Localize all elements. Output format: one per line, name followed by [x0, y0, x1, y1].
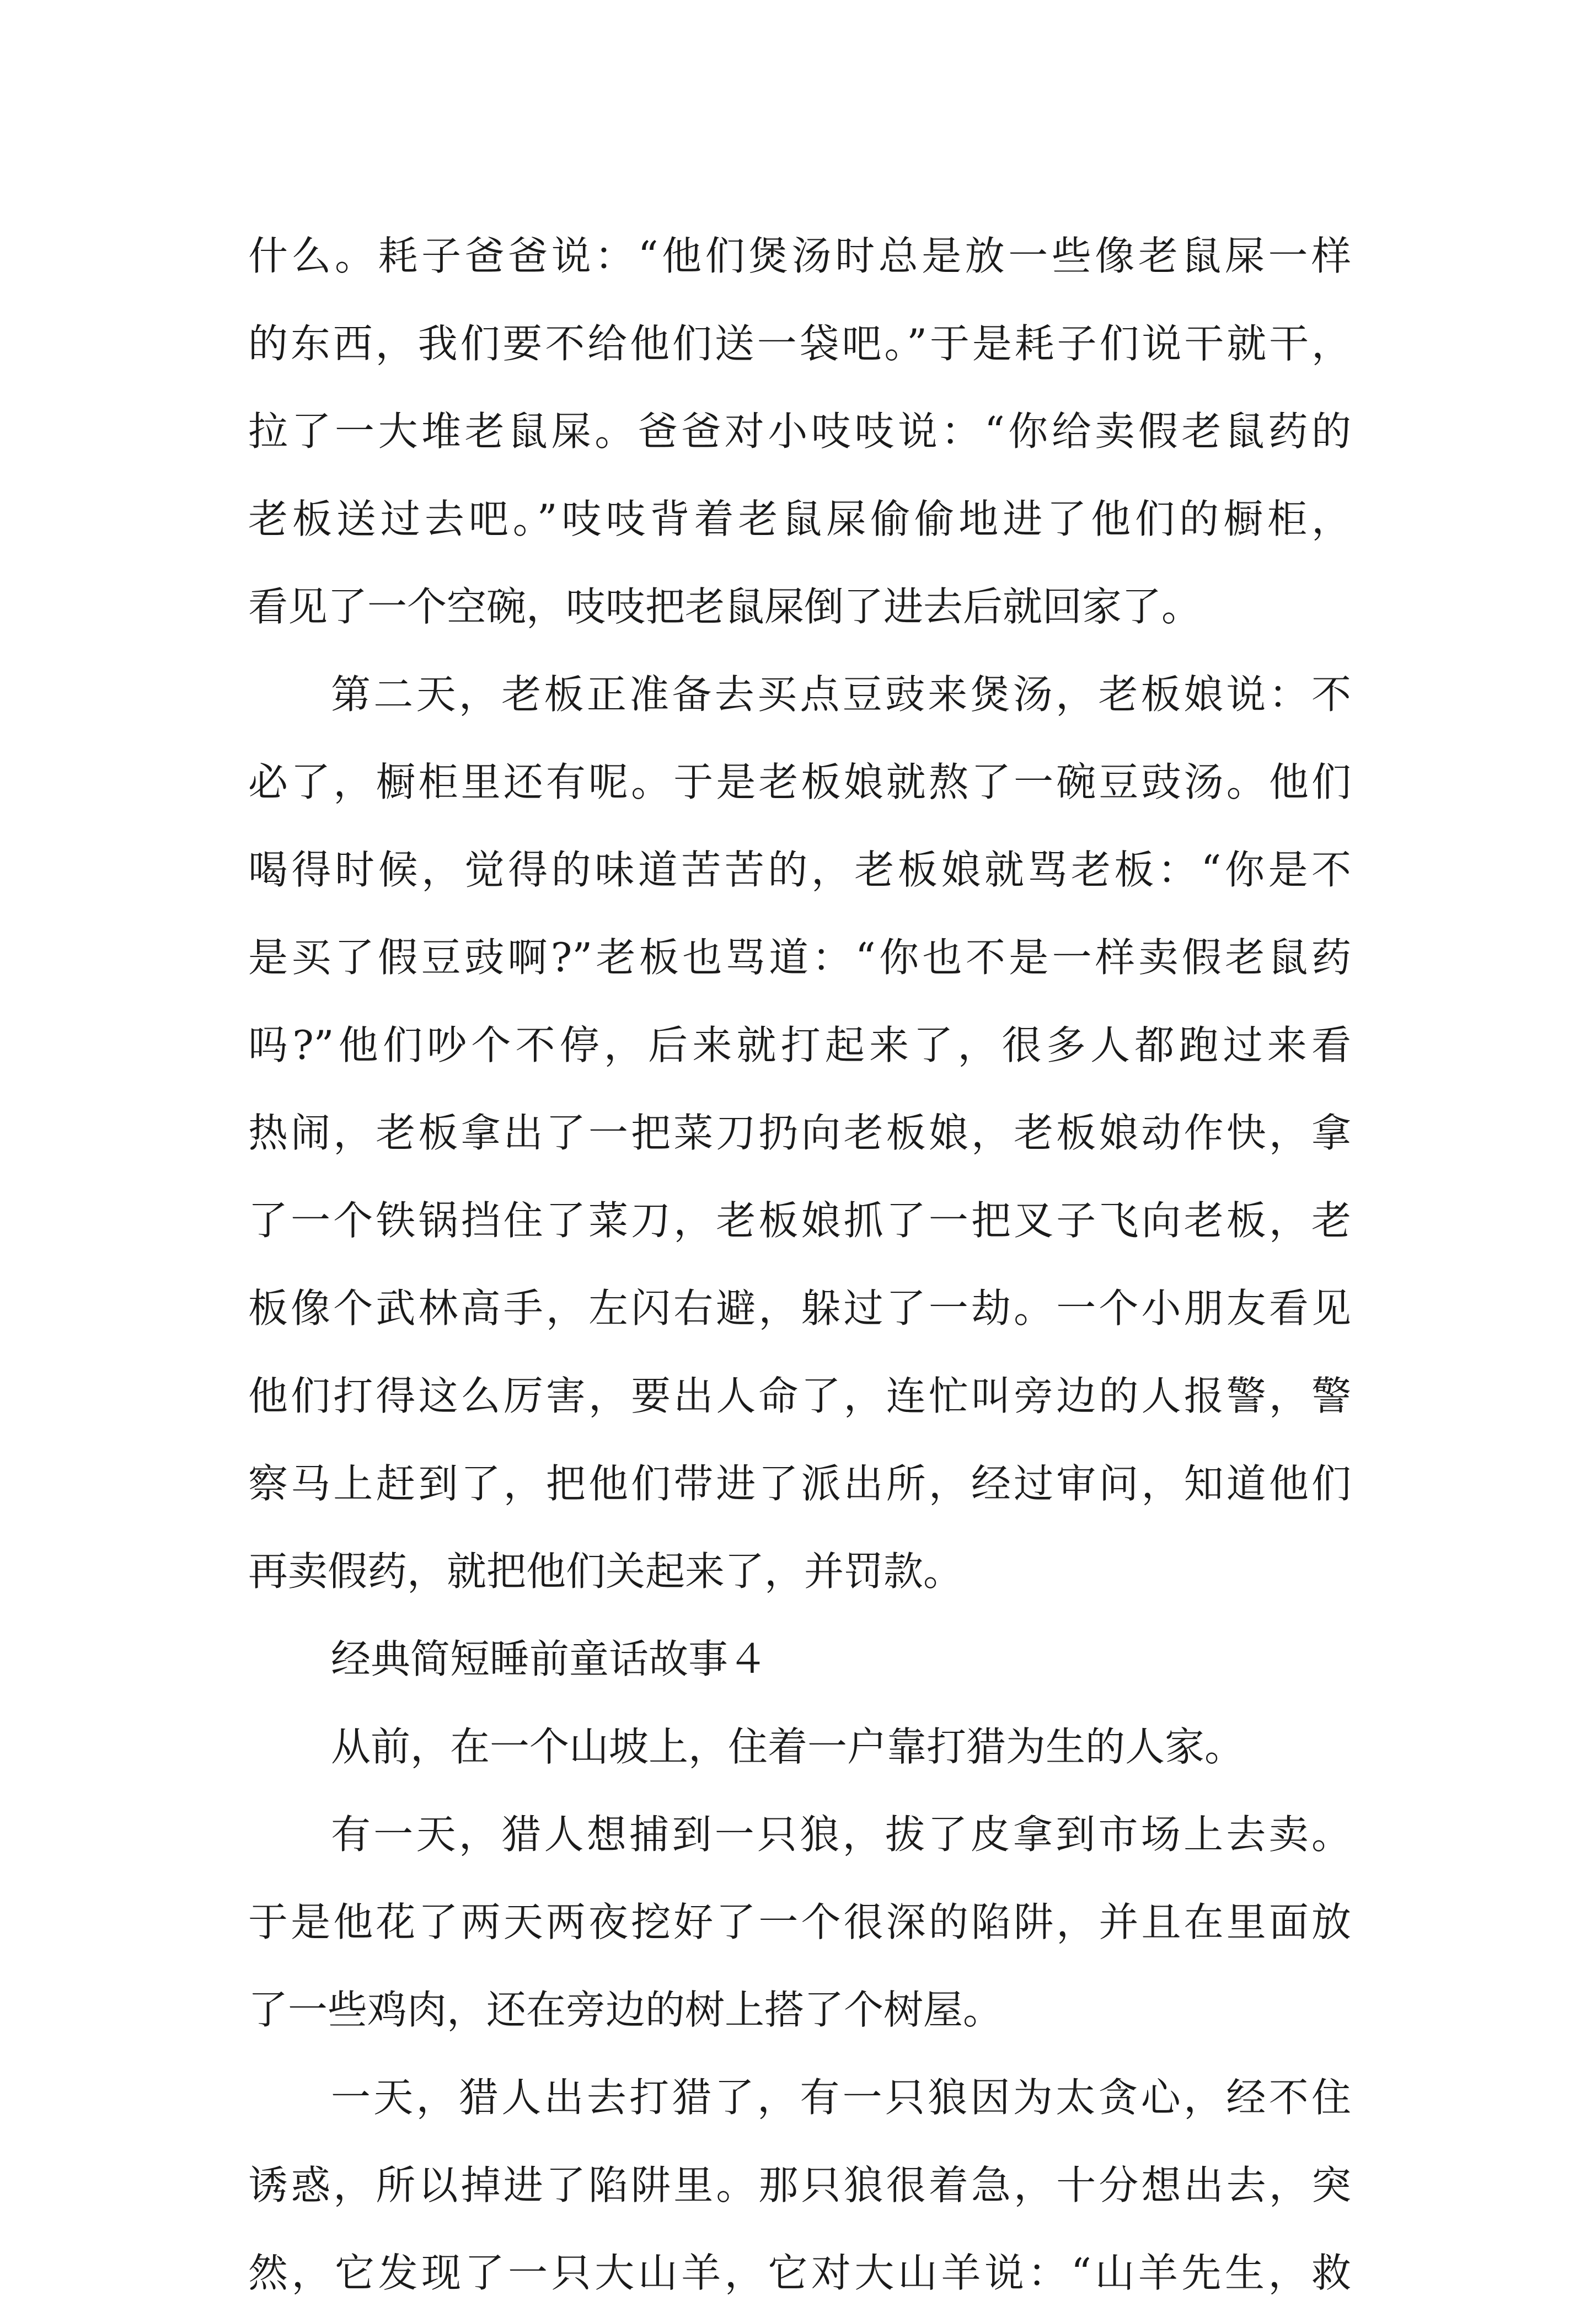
text-line: 吗?”他们吵个不停，后来就打起来了，很多人都跑过来看: [248, 1022, 1351, 1068]
section-heading: [248, 1615, 1351, 1703]
text-line: 察马上赶到了，把他们带进了派出所，经过审问，知道他们: [248, 1460, 1351, 1507]
paragraph: [248, 212, 1351, 651]
text-line: 拉了一大堆老鼠屎。爸爸对小吱吱说：“你给卖假老鼠药的: [248, 408, 1351, 454]
heading-line: 经典简短睡前童话故事４: [331, 1636, 768, 1682]
paragraph: [248, 1791, 1351, 2054]
paragraph: [248, 2054, 1351, 2317]
paragraph: [248, 1703, 1351, 1791]
document-body: [248, 212, 1351, 2317]
text-line: 再卖假药，就把他们关起来了，并罚款。: [248, 1548, 963, 1594]
text-line: 什么。耗子爸爸说：“他们煲汤时总是放一些像老鼠屎一样: [248, 233, 1351, 279]
paragraph: [248, 651, 1351, 1615]
text-line: 了一些鸡肉，还在旁边的树上搭了个树屋。: [248, 1987, 1003, 2033]
text-line: 从前，在一个山坡上，住着一户靠打猎为生的人家。: [331, 1724, 1245, 1770]
text-line: 有一天，猎人想捕到一只狼，拔了皮拿到市场上去卖。: [331, 1811, 1351, 1858]
text-line: 板像个武林高手，左闪右避，躲过了一劫。一个小朋友看见: [248, 1285, 1351, 1331]
text-line: 了一个铁锅挡住了菜刀，老板娘抓了一把叉子飞向老板，老: [248, 1197, 1351, 1244]
text-line: 是买了假豆豉啊?”老板也骂道：“你也不是一样卖假老鼠药: [248, 934, 1351, 981]
text-line: 他们打得这么厉害，要出人命了，连忙叫旁边的人报警，警: [248, 1373, 1351, 1419]
text-line: 老板送过去吧。”吱吱背着老鼠屎偷偷地进了他们的橱柜，: [248, 496, 1351, 542]
text-line: 然，它发现了一只大山羊，它对大山羊说：“山羊先生，救: [248, 2250, 1351, 2296]
text-line: 看见了一个空碗，吱吱把老鼠屎倒了进去后就回家了。: [248, 584, 1202, 630]
text-line: 第二天，老板正准备去买点豆豉来煲汤，老板娘说：不: [331, 671, 1351, 718]
text-line: 诱惑，所以掉进了陷阱里。那只狼很着急，十分想出去，突: [248, 2162, 1351, 2208]
text-line: 的东西，我们要不给他们送一袋吧。”于是耗子们说干就干，: [248, 320, 1351, 367]
text-line: 于是他花了两天两夜挖好了一个很深的陷阱，并且在里面放: [248, 1899, 1351, 1945]
text-line: 必了，橱柜里还有呢。于是老板娘就熬了一碗豆豉汤。他们: [248, 759, 1351, 805]
text-line: 一天，猎人出去打猎了，有一只狼因为太贪心，经不住: [331, 2074, 1351, 2121]
text-line: 喝得时候，觉得的味道苦苦的，老板娘就骂老板：“你是不: [248, 847, 1351, 893]
text-line: 热闹，老板拿出了一把菜刀扔向老板娘，老板娘动作快，拿: [248, 1110, 1351, 1156]
